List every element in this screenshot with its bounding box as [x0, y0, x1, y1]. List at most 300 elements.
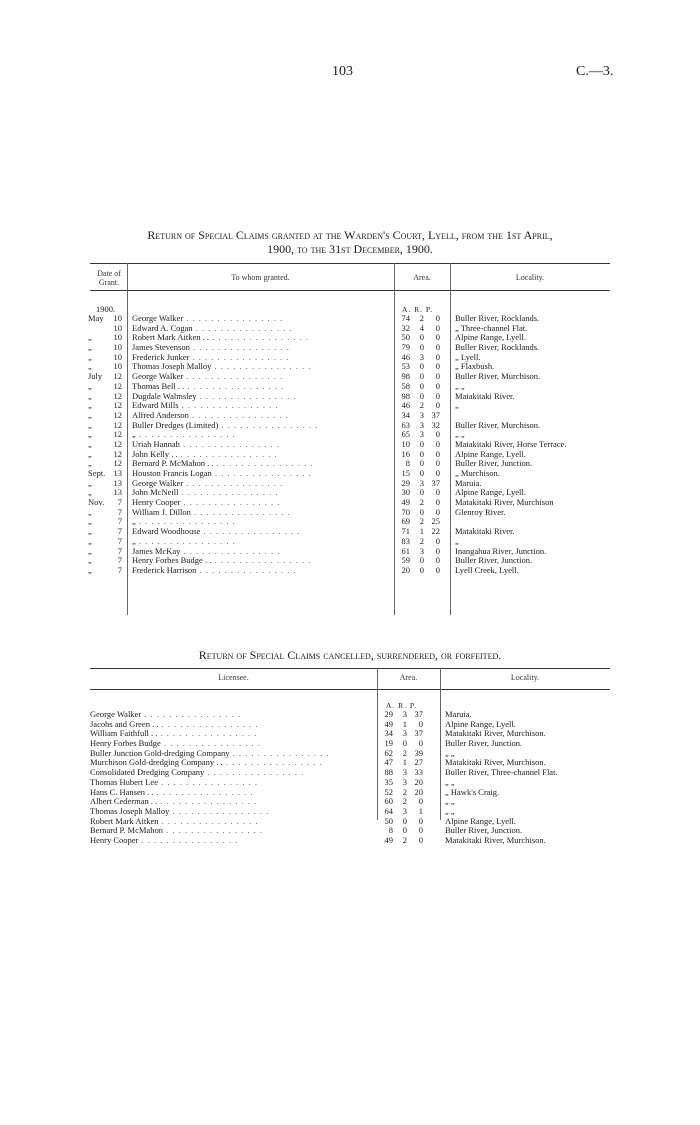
table2-locality-column	[445, 710, 610, 846]
area-perches: 0	[435, 565, 440, 575]
leader-dots: . . . . . . . . . . . . . . . .	[211, 469, 312, 478]
area-roods: 0	[419, 449, 424, 459]
area-acres: 50	[401, 333, 410, 343]
grant-day: 7	[117, 507, 122, 517]
grant-day: 10	[113, 333, 122, 343]
grant-month: „	[88, 420, 92, 430]
table1-area-cell	[398, 556, 448, 566]
name-text: Bernard P. McMahon . .	[132, 459, 214, 469]
area-acres: 62	[384, 748, 393, 758]
table2-title: Return of Special Claims cancelled, surrendered, or forfeited.	[198, 648, 502, 662]
table1-name-cell	[132, 459, 394, 469]
table1-date-cell	[88, 556, 126, 566]
area-perches: 0	[435, 536, 440, 546]
table2-name-cell	[90, 739, 375, 749]
grant-day: 13	[113, 488, 122, 498]
grant-day: 10	[113, 352, 122, 362]
table1-area-cell	[398, 508, 448, 518]
table1-col-divider	[127, 263, 128, 615]
name-text: William Faithfull . .	[90, 729, 158, 739]
table2-area-cell	[381, 758, 436, 768]
grant-day: 12	[113, 449, 122, 459]
area-acres: 29	[384, 710, 393, 719]
area-perches: 37	[414, 710, 423, 719]
area-acres: 69	[401, 517, 410, 527]
area-roods: 0	[419, 556, 424, 566]
area-roods: 2	[419, 314, 424, 323]
area-acres: 98	[401, 391, 410, 401]
table2-locality-cell: Matakitaki River, Murchison.	[445, 835, 546, 845]
table1-date-cell	[88, 566, 126, 576]
grant-month: May	[88, 314, 104, 323]
table1-area-cell	[398, 488, 448, 498]
table1-name-cell	[132, 324, 394, 334]
table1-area-cell	[398, 411, 448, 421]
table1-date-cell	[88, 372, 126, 382]
area-roods: 0	[419, 372, 424, 382]
table1-name-cell	[132, 508, 394, 518]
table2-area-cell	[381, 749, 436, 759]
table2-name-cell	[90, 749, 375, 759]
table1-area-cell	[398, 314, 448, 324]
leader-dots: . . . . . . . . . . . . . . . .	[141, 710, 242, 719]
leader-dots: . . . . . . . . . . . . . . . .	[183, 478, 284, 488]
area-perches: 0	[435, 469, 440, 478]
grant-month: „	[88, 391, 92, 401]
area-roods: 0	[419, 507, 424, 517]
name-text: Robert Mark Aitken . .	[132, 333, 209, 343]
table2-area-cell	[381, 768, 436, 778]
grant-day: 10	[113, 343, 122, 353]
table1-area-cell	[398, 469, 448, 479]
table1-area-cell	[398, 498, 448, 508]
table1-title-line2: 1900, to the 31st December, 1900.	[267, 242, 433, 256]
table2-col-licensee-header: Licensee.	[218, 673, 249, 682]
table1-area-cell	[398, 421, 448, 431]
area-acres: 70	[401, 507, 410, 517]
table1-name-cell	[132, 556, 394, 566]
table2-col-divider	[440, 668, 441, 820]
table1-date-cell	[88, 508, 126, 518]
area-perches: 0	[418, 797, 423, 807]
table1-area-cell	[398, 537, 448, 547]
area-acres: 46	[401, 401, 410, 411]
leader-dots: . . . . . . . . . . . . . . . .	[178, 401, 279, 411]
table1-locality-cell: „ „	[455, 430, 465, 440]
area-perches: 0	[435, 439, 440, 449]
table1-date-cell	[88, 547, 126, 557]
name-text: Thomas Joseph Malloy	[132, 362, 212, 372]
area-roods: 0	[402, 826, 407, 836]
name-text: William J. Dillon	[132, 507, 191, 517]
leader-dots: . . . . . . . . . . . . . . . .	[179, 439, 280, 449]
table2-area-cell	[381, 826, 436, 836]
area-roods: 2	[402, 835, 407, 845]
area-perches: 0	[435, 507, 440, 517]
table1-title	[90, 228, 610, 256]
table1-area-cell	[398, 430, 448, 440]
area-acres: 83	[401, 536, 410, 546]
table1-year: 1900.	[96, 304, 116, 314]
name-text: „	[132, 536, 136, 546]
leader-dots: . . . . . . . . . . . . . . . .	[190, 507, 291, 517]
grant-month: „	[88, 352, 92, 362]
area-roods: 3	[402, 777, 407, 787]
leader-dots: . . . . . . . . . . . . . . . .	[213, 459, 314, 469]
table1-area-cell	[398, 392, 448, 402]
table1-name-cell	[132, 333, 394, 343]
grant-month: Nov.	[88, 498, 105, 508]
grant-day: 13	[113, 478, 122, 488]
table1-name-cell	[132, 362, 394, 372]
grant-month: July	[88, 372, 103, 382]
table2-locality-cell: Buller River, Junction.	[445, 739, 523, 749]
table1-date-cell	[88, 459, 126, 469]
grant-day: 12	[113, 439, 122, 449]
area-roods: 3	[402, 768, 407, 778]
table1-area-cell	[398, 333, 448, 343]
table2-top-rule	[90, 668, 610, 669]
leader-dots: . . . . . . . . . . . . . . . .	[208, 333, 309, 343]
area-acres: 98	[401, 372, 410, 382]
leader-dots: . . . . . . . . . . . . . . . .	[200, 527, 301, 537]
grant-month: „	[88, 527, 92, 537]
grant-day: 12	[113, 372, 122, 382]
grant-day: 7	[117, 556, 122, 566]
table1-date-cell	[88, 353, 126, 363]
leader-dots: . . . . . . . . . . . . . . . .	[153, 787, 254, 797]
table1-area-cell	[398, 566, 448, 576]
table1-date-cell	[88, 430, 126, 440]
table1-locality-cell: Matakitaki River.	[455, 391, 515, 401]
grant-month: „	[88, 439, 92, 449]
area-perches: 39	[414, 748, 423, 758]
area-roods: 0	[419, 362, 424, 372]
name-text: Dugdale Walmsley	[132, 391, 197, 401]
area-roods: 3	[419, 410, 424, 420]
leader-dots: . . . . . . . . . . . . . . . .	[178, 488, 279, 498]
table1-locality-cell: Inangahua River, Junction.	[455, 546, 547, 556]
area-perches: 1	[418, 806, 423, 816]
leader-dots: . . . . . . . . . . . . . . . .	[196, 391, 297, 401]
table1-area-cell	[398, 459, 448, 469]
table2-name-cell	[90, 836, 375, 846]
table1-locality-cell: Lyell Creek, Lyell.	[455, 565, 519, 575]
name-text: Thomas Bell . .	[132, 381, 185, 391]
table1-date-cell	[88, 333, 126, 343]
grant-day: 10	[113, 323, 122, 333]
area-perches: 0	[435, 323, 440, 333]
area-roods: 3	[402, 710, 407, 719]
table1-header-rule	[90, 290, 610, 291]
area-roods: 3	[419, 420, 424, 430]
leader-dots: . . . . . . . . . . . . . . . .	[192, 323, 293, 333]
area-acres: 50	[384, 816, 393, 826]
area-perches: 0	[418, 719, 423, 729]
area-perches: 0	[435, 546, 440, 556]
table2-name-cell	[90, 788, 375, 798]
grant-day: 12	[113, 459, 122, 469]
leader-dots: . . . . . . . . . . . . . . . .	[138, 835, 239, 845]
table1-date-cell	[88, 517, 126, 527]
table1-date-cell	[88, 479, 126, 489]
table1-area-column	[398, 314, 448, 576]
table1-top-rule	[90, 263, 610, 264]
grant-month: „	[88, 362, 92, 372]
area-roods: 3	[419, 430, 424, 440]
table1-area-cell	[398, 353, 448, 363]
table1-area-cell	[398, 343, 448, 353]
grant-day: 12	[113, 410, 122, 420]
table1-locality-cell	[455, 517, 610, 527]
table1-locality-cell: „	[455, 536, 459, 546]
name-text: Frederick Junker	[132, 352, 190, 362]
table1-name-cell	[132, 392, 394, 402]
grant-day: 7	[117, 565, 122, 575]
table1-locality-cell: Alpine Range, Lyell.	[455, 449, 526, 459]
table1-date-cell	[88, 343, 126, 353]
area-perches: 0	[435, 498, 440, 508]
area-roods: 2	[419, 401, 424, 411]
table2-area-cell	[381, 836, 436, 846]
table1-locality-cell: Maruia.	[455, 478, 482, 488]
leader-dots: . . . . . . . . . . . . . . . .	[211, 362, 312, 372]
table2-locality-cell: Maruia.	[445, 710, 472, 719]
grant-month: „	[88, 430, 92, 440]
area-acres: 34	[401, 410, 410, 420]
name-text: George Walker	[132, 314, 184, 323]
table1-locality-cell: „	[455, 401, 459, 411]
name-text: Edward Mills	[132, 401, 179, 411]
grant-day: 7	[117, 517, 122, 527]
table1-date-cell	[88, 450, 126, 460]
table1-area-cell	[398, 382, 448, 392]
table1-date-cell	[88, 498, 126, 508]
table1-locality-cell: Buller River, Junction.	[455, 556, 533, 566]
area-perches: 0	[435, 556, 440, 566]
table2-col-divider	[377, 668, 378, 820]
table1-locality-cell: Glenroy River.	[455, 507, 506, 517]
table1-locality-cell: Buller River, Rocklands.	[455, 314, 540, 323]
table2-locality-cell: Matakitaki River, Murchison.	[445, 729, 546, 739]
table1-title-line1: Return of Special Claims granted at the Warden's Court, Lyell, from the 1st April,	[147, 228, 553, 242]
name-text: Bernard P. McMahon	[90, 826, 163, 836]
table1-area-cell	[398, 440, 448, 450]
name-text: Frederick Harrison	[132, 565, 197, 575]
area-roods: 2	[402, 748, 407, 758]
leader-dots: . . . . . . . . . . . . . . . .	[162, 826, 263, 836]
area-perches: 0	[435, 391, 440, 401]
table1-locality-cell: „ Lyell.	[455, 352, 481, 362]
grant-day: 10	[113, 362, 122, 372]
area-perches: 0	[435, 352, 440, 362]
table2-name-cell	[90, 768, 375, 778]
area-perches: 0	[418, 826, 423, 836]
table1-col-area-header: Area.	[413, 273, 431, 282]
area-roods: 1	[419, 527, 424, 537]
area-acres: 74	[401, 314, 410, 323]
leader-dots: . . . . . . . . . . . . . . . .	[180, 498, 281, 508]
grant-day: 10	[113, 314, 122, 323]
name-text: Henry Cooper	[90, 835, 139, 845]
grant-month: „	[88, 478, 92, 488]
name-text: Henry Forbes Budge	[90, 739, 161, 749]
area-roods: 0	[419, 439, 424, 449]
name-text: George Walker	[132, 478, 184, 488]
table1-area-cell	[398, 401, 448, 411]
table2-area-cell	[381, 797, 436, 807]
table2-locality-cell: „ „	[445, 777, 455, 787]
name-text: Consolidated Dredging Company	[90, 768, 205, 778]
grant-day: 13	[113, 469, 122, 478]
name-text: James McKay	[132, 546, 181, 556]
table2-name-cell	[90, 826, 375, 836]
area-roods: 0	[419, 488, 424, 498]
table1-name-cell	[132, 430, 394, 440]
area-acres: 47	[384, 758, 393, 768]
area-perches: 0	[435, 314, 440, 323]
table1-area-cell	[398, 362, 448, 372]
grant-month: „	[88, 401, 92, 411]
area-perches: 37	[414, 729, 423, 739]
area-roods: 0	[419, 333, 424, 343]
leader-dots: . . . . . . . . . . . . . . . .	[196, 565, 297, 575]
area-perches: 0	[418, 739, 423, 749]
table2-locality-cell: Buller River, Three-channel Flat.	[445, 768, 558, 778]
table2-area-cell	[381, 739, 436, 749]
area-roods: 0	[419, 343, 424, 353]
name-text: „	[132, 517, 136, 527]
table2-area-cell	[381, 720, 436, 730]
table2-name-cell	[90, 817, 375, 827]
leader-dots: . . . . . . . . . . . . . . . .	[160, 739, 261, 749]
area-acres: 10	[401, 439, 410, 449]
area-roods: 0	[402, 739, 407, 749]
table1-name-cell	[132, 566, 394, 576]
table2-name-column	[90, 710, 375, 846]
name-text: Thomas Joseph Malloy	[90, 806, 170, 816]
leader-dots: . . . . . . . . . . . . . . . .	[157, 729, 258, 739]
table2-locality-cell: „ „	[445, 806, 455, 816]
table2-name-cell	[90, 758, 375, 768]
table2-area-cell	[381, 788, 436, 798]
leader-dots: . . . . . . . . . . . . . . . .	[222, 758, 323, 768]
area-acres: 34	[384, 729, 393, 739]
table1-name-cell	[132, 401, 394, 411]
grant-month: „	[88, 546, 92, 556]
area-acres: 63	[401, 420, 410, 430]
leader-dots: . . . . . . . . . . . . . . . .	[229, 748, 330, 758]
table1-date-cell	[88, 411, 126, 421]
name-text: Edward A. Cogan	[132, 323, 193, 333]
leader-dots: . . . . . . . . . . . . . . . .	[135, 536, 236, 546]
area-acres: 60	[384, 797, 393, 807]
table1-name-cell	[132, 314, 394, 324]
table1-date-cell	[88, 314, 126, 324]
document-code: C.—3.	[576, 64, 614, 79]
area-roods: 0	[402, 816, 407, 826]
area-perches: 0	[435, 333, 440, 343]
grant-day: 12	[113, 391, 122, 401]
area-perches: 20	[414, 787, 423, 797]
name-text: John Kelly . .	[132, 449, 178, 459]
leader-dots: . . . . . . . . . . . . . . . .	[218, 420, 319, 430]
area-perches: 0	[435, 381, 440, 391]
area-roods: 2	[402, 797, 407, 807]
name-text: John McNeill	[132, 488, 179, 498]
area-perches: 0	[418, 816, 423, 826]
table2-locality-cell: Alpine Range, Lyell.	[445, 816, 516, 826]
table1-area-units: A. R. P.	[402, 305, 434, 314]
area-acres: 79	[401, 343, 410, 353]
table1-locality-cell: „ „	[455, 381, 465, 391]
area-roods: 2	[419, 498, 424, 508]
area-perches: 0	[435, 401, 440, 411]
name-text: Albert Cederman . .	[90, 797, 158, 807]
area-acres: 61	[401, 546, 410, 556]
table1-area-cell	[398, 324, 448, 334]
area-roods: 2	[419, 536, 424, 546]
table2-col-locality-header: Locality.	[510, 673, 540, 682]
area-perches: 33	[414, 768, 423, 778]
area-acres: 49	[384, 835, 393, 845]
table2-locality-cell: Alpine Range, Lyell.	[445, 719, 516, 729]
table1-col-locality-header: Locality.	[515, 273, 545, 282]
area-acres: 29	[401, 478, 410, 488]
table1-name-cell	[132, 411, 394, 421]
table2-locality-cell: Buller River, Junction.	[445, 826, 523, 836]
name-text: Houston Francis Logan	[132, 469, 212, 478]
leader-dots: . . . . . . . . . . . . . . . .	[135, 517, 236, 527]
area-acres: 49	[401, 498, 410, 508]
table2-name-cell	[90, 778, 375, 788]
leader-dots: . . . . . . . . . . . . . . . .	[184, 381, 285, 391]
table1-date-cell	[88, 537, 126, 547]
leader-dots: . . . . . . . . . . . . . . . .	[188, 410, 289, 420]
table2-name-cell	[90, 720, 375, 730]
area-acres: 8	[388, 826, 393, 836]
table1-locality-cell: Buller River, Junction.	[455, 459, 533, 469]
name-text: Henry Forbes Budge . .	[132, 556, 212, 566]
area-perches: 0	[435, 449, 440, 459]
table1-name-cell	[132, 469, 394, 479]
table2-area-units: A. R. P.	[386, 701, 418, 710]
leader-dots: . . . . . . . . . . . . . . . .	[169, 806, 270, 816]
leader-dots: . . . . . . . . . . . . . . . .	[157, 797, 258, 807]
leader-dots: . . . . . . . . . . . . . . . .	[204, 768, 305, 778]
table1-name-cell	[132, 343, 394, 353]
grant-month: „	[88, 381, 92, 391]
name-text: Uriah Hannah	[132, 439, 180, 449]
grant-day: 7	[117, 536, 122, 546]
name-text: James Stevenson	[132, 343, 190, 353]
name-text: „	[132, 430, 136, 440]
grant-day: 7	[117, 546, 122, 556]
grant-month: „	[88, 488, 92, 498]
table1-name-cell	[132, 353, 394, 363]
table1-name-cell	[132, 372, 394, 382]
area-roods: 4	[419, 323, 424, 333]
name-text: Robert Mark Aitken	[90, 816, 159, 826]
area-roods: 3	[419, 478, 424, 488]
table1-area-cell	[398, 517, 448, 527]
table1-name-cell	[132, 498, 394, 508]
name-text: Henry Cooper	[132, 498, 181, 508]
grant-month: „	[88, 333, 92, 343]
leader-dots: . . . . . . . . . . . . . . . .	[158, 816, 259, 826]
table2-area-cell	[381, 710, 436, 720]
area-perches: 0	[435, 459, 440, 469]
